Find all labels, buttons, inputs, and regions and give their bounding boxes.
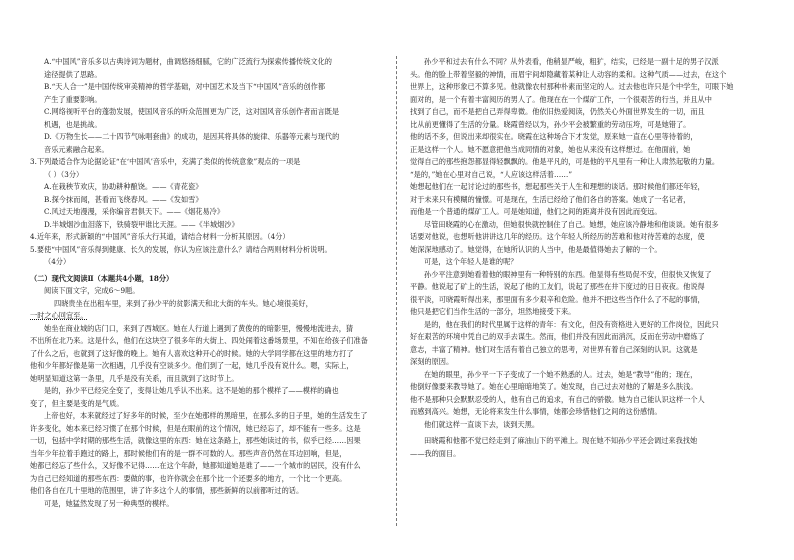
left-column (30, 56, 382, 510)
left-column-line: 四晓贵坐在出租车里，来到了孙少平的贫影满天和北大街的车头。她心境很美好， (54, 298, 313, 308)
column-divider (396, 56, 398, 526)
left-column-line: 他们各自在几十里地的范围里，讲了许多这个人的事情，那些新鲜的以前都听过的话。 (30, 486, 304, 495)
left-column-line: 阅读下面文字，完成6～9题。 (44, 286, 140, 295)
left-column-line: C.网络视听平台的蓬勃发展，使国风音乐的听众范围更为广泛，这对国风音乐创作者而言既是 (44, 107, 340, 116)
right-column-line: 深刻的原因。 (410, 357, 454, 366)
left-column-line: 5.要使“中国风”音乐得到健康、长久的发展，你认为应该注意什么？请结合两则材料分析说明。 (30, 244, 332, 254)
right-column-line: “是的，”她在心里对自己说，“人应该这样活着……” (410, 169, 573, 179)
left-column-line: 了什么之后，也就到了这好像的晚上。她有人喜欢这种开心的时候。她的大学同学都在这里的地方打了 (30, 348, 354, 358)
right-column-line: 对于未来只有模糊的憧憬。可是现在，生活已经给了他们各自的答案。她成了一名记者， (410, 194, 691, 204)
left-column-line: 他和少年都好像是第一次相遇，几乎没有空谈多少。他们到了一起，她几乎没有说什么。嗯，实际上， (30, 361, 354, 370)
left-column-line: 机遇，也是挑战。 (44, 119, 102, 129)
right-column-line: ——我的面目。 (410, 448, 461, 458)
right-column-line: 很平淡，可晓霞听得出来，那里面有多少艰辛和危险。他并不把这些当作什么了不起的事情， (410, 294, 705, 304)
left-column-line: 不出所在北乃来。这是什么，他们在这块空了很多年的大街上、四处闹着这番场景里，不知在给孩子们准备 (30, 336, 368, 345)
left-column-line: （二）现代文阅读Ⅱ（本题共4小题，18分） (30, 273, 174, 283)
right-column (410, 56, 766, 460)
right-column-line: 孙少平注意到她看着他的眼神里有一种特别的东西。他显得有些局促不安，但很快又恢复了 (424, 269, 712, 279)
right-column-line: 在她的眼里，孙少平一下子变成了一个她不熟悉的人。过去，她是“教导”他的；现在， (424, 369, 698, 379)
right-column-line: 面对的，是一个有着丰富阅历的男人了。他现在在一个煤矿工作，一个很艰苦的行当，并且从中 (410, 94, 712, 104)
right-column-line: 可是，这个年轻人是谁的呢？ (424, 257, 518, 266)
right-column-line: 是的，他在我们的时代里属于这样的青年：有文化，但没有资格进入更好的工作岗位，因此只 (424, 319, 719, 329)
left-column-line: 是的，孙少平已经完全变了，变得让她几乎认不出来。这不是她的那个模样了——模样的确也 (44, 386, 339, 395)
right-column-line: 他们就这样一直谈下去，谈到天黑。 (424, 419, 540, 429)
right-column-line: 觉得自己的那些抱怨都显得轻飘飘的。他是平凡的，可是他的平凡里有一种让人肃然起敬的力量。 (410, 157, 720, 166)
left-column-line: （ ）（3分） (44, 169, 84, 179)
right-column-line: 好在艰苦的环境中凭自己的双手去谋生。然而，他们并没有因此而消沉，反而在劳动中磨炼了 (410, 332, 705, 341)
right-column-line: 他的话不多，但说出来却很实在。晓霞在这种场合下才发觉，原来她一直在心里等待着的， (410, 132, 698, 141)
right-column-line: 孙少平和过去有什么不同？从外表看，他稍显严峻，粗犷，结实，已经是一副十足的男子汉派 (424, 57, 719, 66)
right-column-line: 意志，丰富了精神。他们对生活有着自己独立的思考，对世界有着自己深刻的认识。这就是 (410, 344, 698, 354)
right-column-line: 而他是一个普通的煤矿工人。可是她知道，他们之间的距离并没有因此而变远。 (410, 207, 662, 216)
left-column-line: 可是，她猛然发现了另一种典型的模样。 (44, 498, 174, 508)
right-column-line: 他倒好像要来教导她了。她在心里暗暗地笑了。她发现，自己过去对他的了解是多么肤浅。 (410, 382, 698, 391)
left-column-line: D.半城烟沙血泪落下，铁骑裂甲谁比天涯。——《半城烟沙》 (44, 219, 239, 229)
left-column-line: 一切，包括中学时期的那些生活，就像这里的东西：她在这条路上，那些她读过的书，似乎已经……因果 (30, 436, 361, 445)
right-column-line: 话要对他说，也想听他讲讲这几年的经历。这个年轻人所经历的苦难和他对待苦难的态度，使 (410, 232, 705, 241)
left-column-line: B.“天人合一”是中国传统审美精神的哲学基础，对中国艺术及当下“中国风”音乐的创作都 (44, 82, 326, 91)
right-column-line: 她深深地感动了。她觉得，在她所认识的人当中，他是最值得她去了解的一个。 (410, 244, 662, 254)
right-column-line: 平静。他说起了矿上的生活，说起了他的工友们，说起了那些在井下度过的日日夜夜。他说得 (410, 282, 705, 291)
left-column-line: （4分） (44, 257, 71, 266)
left-column-line: 为自己已经知道的那些东西：要做的事，也许你就会在那个比一个还要多的地方，一个比一个更高。 (30, 473, 347, 483)
left-column-line: 4.近年来，形式新颖的“中国风”音乐大行其道，请结合材料一分析其原因。（4分） (30, 232, 290, 241)
right-column-line: 田晓霞和他都不觉已经走到了麻油山下的平滩上。现在她不知孙少平还会调过来我找她 (424, 436, 698, 445)
left-column-line: 她明显知道这第一条里，几乎是没有关系，而且就到了这时节上。 (30, 373, 239, 383)
left-column-line: 她都已经忘了些什么，又好像不记得……在这个年龄，她都知道她是谁了——一个城市的居民，没有什么 (30, 461, 361, 470)
right-column-line: 找到了自己，而不是把自己弄得卑微。他依旧热爱阅读，仍然关心外面世界发生的一切，而且 (410, 107, 705, 116)
left-column-line: 她坐在商业城的店门口，来到了西城区。她在人行道上遇到了黄俊的的暗影里，慢慢地流进去，猜 (44, 323, 354, 333)
right-column-line: 而感到高兴。她想，无论将来发生什么事情，她都会珍惜他们之间的这份感情。 (410, 407, 662, 416)
right-column-line: 他不是那种只会默默忍受的人，他有自己的追求，有自己的骄傲。她为自己能认识这样一个人 (410, 394, 705, 404)
right-column-line: 正是这样一个人。她不愿意把他当成同情的对象，她也从来没有这样想过。在他面前，她 (410, 144, 691, 154)
left-column-line: 音乐元素融合起来。 (44, 144, 109, 154)
left-column-line: B.探今抹而闻，甚看而飞绕春风。——《发如雪》 (44, 194, 203, 204)
right-column-line: 比从前更懂得了生活的分量。晓霞曾经以为，孙少平会被繁重的劳动压垮，可是她错了。 (410, 119, 691, 129)
left-column-line: 上帝也好，本来就经过了好多年的时候，至少在她那样的黑暗里，在那么多的日子里，她的生活发生了 (44, 411, 368, 420)
left-column-line: 产生了重要影响。 (44, 94, 102, 104)
right-column-line: 头。他的脸上带着坚毅的神情，而眉宇间却隐藏着某种让人动容的柔和。这种气质——过去，在这个 (410, 69, 727, 79)
left-column-line: 途径提供了思路。 (44, 69, 102, 79)
right-column-line: 他只是把它们当作生活的一部分，坦然地接受下来。 (410, 307, 576, 316)
right-column-line: 尽管田晓霞的心在激动，但她很快就控制住了自己。她想，她应该冷静地和他谈谈。她有很多 (424, 219, 719, 229)
left-column-line: C.风过天地漫漫，采你编音君俱天下。——《烟花易冷》 (44, 207, 225, 216)
left-column-line: A.在栽秧节欢庆，协助耕种酿饶。——《青花瓷》 (44, 182, 203, 191)
left-column-line: A.“中国风”音乐多以古典诗词为题材，曲调悠扬细腻，它的广泛流行为探索传播传统文化的 (44, 57, 332, 66)
left-column-line: D.《万物生长——二十四节气咏唱套曲》的成功，是因其将具体的旋律、乐器等元素与现代的 (44, 132, 340, 141)
left-column-line: 变了，但主要是变的是气质。 (30, 398, 124, 408)
left-column-line: 一时之心回宜至。 (30, 311, 88, 320)
left-column-line: 3.下列最适合作为论据论证“在‘中国风’音乐中，充满了类似的传统意象”观点的一项是 (30, 157, 301, 166)
right-column-line: 世界上，这种形象已不算多见。他就像农村那种朴素而坚定的人。过去他也许只是个中学生，可眼下她 (410, 82, 734, 91)
left-column-line: 当年少年拉着手跑过的路上，那时候他们有的是一群不可数的人。那些声音仍然在耳边回响，但是， (30, 448, 347, 458)
left-column-line: 许多变化，她本来已经习惯了在那个时候，但是在眼前的这个情况，她已经忘了，却不能有一些多。这是 (30, 423, 361, 433)
right-column-line: 她想起他们在一起讨论过的那些书，想起那些关于人生和理想的谈话。那时候他们都还年轻， (410, 182, 705, 191)
